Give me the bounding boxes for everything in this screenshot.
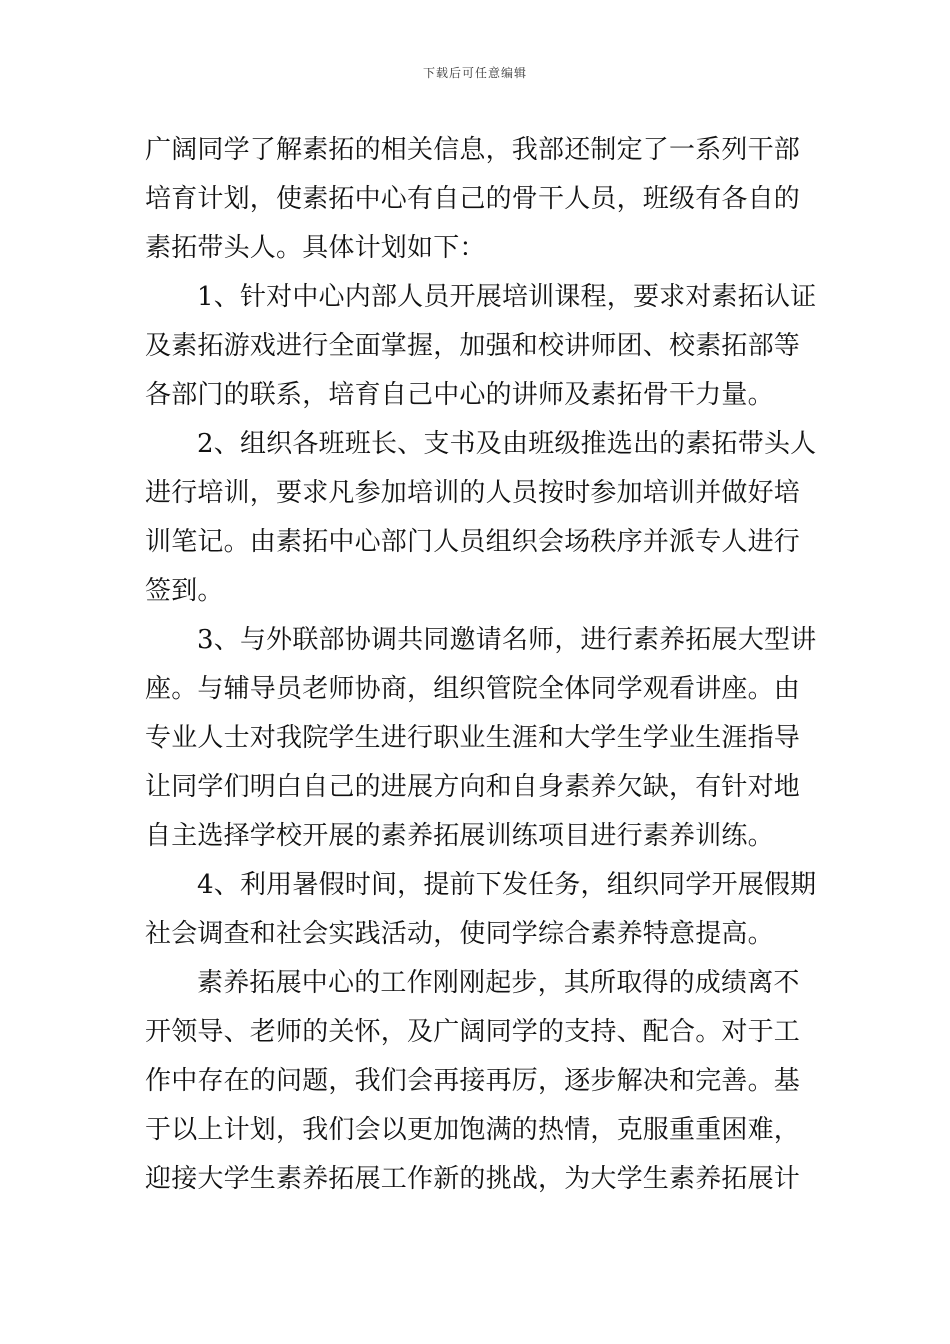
text-line: 2、组织各班班长、支书及由班级推选出的素拓带头人 — [197, 429, 817, 459]
text-line: 签到。 — [145, 576, 224, 606]
text-line: 培育计划，使素拓中心有自己的骨干人员，班级有各自的 — [145, 184, 801, 214]
paragraph — [145, 616, 817, 861]
header-note: 下载后可任意编辑 — [422, 66, 527, 80]
text-line: 训笔记。由素拓中心部门人员组织会场秩序并派专人进行 — [145, 527, 801, 557]
paragraph — [145, 273, 817, 420]
paragraph — [145, 126, 807, 273]
text-line: 及素拓游戏进行全面掌握，加强和校讲师团、校素拓部等 — [145, 331, 801, 361]
text-line: 3、与外联部协调共同邀请名师，进行素养拓展大型讲 — [197, 625, 817, 655]
text-line: 作中存在的问题，我们会再接再厉，逐步解决和完善。基 — [145, 1066, 801, 1096]
text-line: 让同学们明白自己的进展方向和自身素养欠缺，有针对地 — [145, 772, 801, 802]
text-line: 专业人士对我院学生进行职业生涯和大学生学业生涯指导 — [145, 723, 801, 753]
text-line: 迎接大学生素养拓展工作新的挑战，为大学生素养拓展计 — [145, 1164, 801, 1194]
paragraph — [145, 420, 817, 616]
text-line: 自主选择学校开展的素养拓展训练项目进行素养训练。 — [145, 821, 774, 851]
paragraph — [145, 861, 817, 959]
text-line: 4、利用暑假时间，提前下发任务，组织同学开展假期 — [197, 870, 817, 900]
text-line: 座。与辅导员老师协商，组织管院全体同学观看讲座。由 — [145, 674, 801, 704]
text-line: 于以上计划，我们会以更加饱满的热情，克服重重困难， — [145, 1115, 801, 1145]
text-line: 社会调查和社会实践活动，使同学综合素养特意提高。 — [145, 919, 774, 949]
text-line: 素养拓展中心的工作刚刚起步，其所取得的成绩离不 — [197, 968, 800, 998]
text-line: 广阔同学了解素拓的相关信息，我部还制定了一系列干部 — [145, 135, 801, 165]
text-line: 1、针对中心内部人员开展培训课程，要求对素拓认证 — [197, 282, 817, 312]
text-line: 进行培训，要求凡参加培训的人员按时参加培训并做好培 — [145, 478, 801, 508]
text-line: 各部门的联系，培育自己中心的讲师及素拓骨干力量。 — [145, 380, 774, 410]
text-line: 开领导、老师的关怀，及广阔同学的支持、配合。对于工 — [145, 1017, 801, 1047]
paragraph — [145, 959, 807, 1204]
text-line: 素拓带头人。具体计划如下： — [145, 233, 486, 263]
document-body — [145, 126, 817, 1204]
